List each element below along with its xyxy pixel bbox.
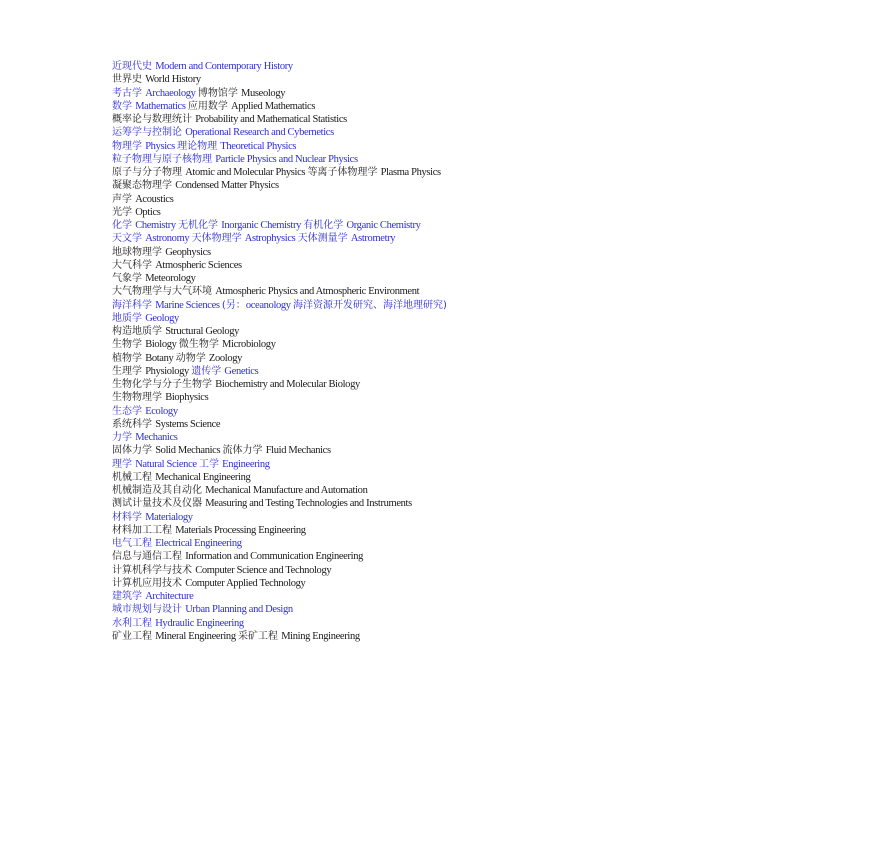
chinese-term: 地质学 [112,312,146,324]
english-term: Structural Geology [165,326,240,337]
english-term: Solid Mechanics [155,445,223,457]
chinese-term: 粒子物理与原子核物理 [112,153,216,165]
english-term: Operational Research and Cybernetics [185,127,334,139]
chinese-term: 原子与分子物理 [112,167,186,178]
chinese-term: 材料加工工程 [112,524,176,536]
english-term: Microbiology [222,339,276,351]
english-term: Optics [135,206,161,218]
chinese-term: 矿业工程 [112,630,156,642]
chinese-term: 材料学 [112,511,146,523]
glossary-line [112,299,852,312]
english-term: Architecture [145,591,194,602]
chinese-term: 天体物理学 [191,233,245,245]
chinese-term: 计算机应用技术 [112,577,186,589]
chinese-term: 机械工程 [112,471,156,483]
english-term: Mechanical Manufacture and Automation [205,485,368,496]
english-term: Hydraulic Engineering [155,617,244,629]
glossary-line [112,126,852,139]
glossary-line [112,564,852,577]
glossary-line [112,458,852,471]
glossary-line [112,497,852,510]
glossary-line [112,444,852,457]
english-term: Plasma Physics [380,167,441,178]
english-term: Organic Chemistry [346,220,421,231]
chinese-term: 微生物学 [178,339,223,351]
glossary-line [112,391,852,404]
english-term: Biophysics [165,392,209,404]
glossary-line [112,246,852,259]
chinese-term: 生物物理学 [112,392,166,404]
chinese-term: 凝聚态物理学 [112,180,176,192]
chinese-term: 采矿工程 [238,630,282,642]
english-term: Botany [145,352,176,364]
glossary-line [112,617,852,630]
english-term: Atomic and Molecular Physics [185,167,308,178]
chinese-term: 生物学 [112,339,146,351]
english-term: Atmospheric Physics and Atmospheric Environment [215,286,420,298]
english-term: Measuring and Testing Technologies and Instruments [205,498,412,510]
chinese-term: 动物学 [175,352,209,364]
english-term: Computer Science and Technology [195,564,332,576]
glossary-line [112,259,852,272]
glossary-line [112,405,852,418]
chinese-term: 理论物理 [177,140,221,152]
glossary-line [112,60,852,73]
chinese-term: 固体力学 [112,445,156,457]
english-term: Mining Engineering [281,630,360,642]
glossary-line [112,219,852,232]
chinese-term: 信息与通信工程 [112,551,186,563]
glossary-line [112,630,852,643]
chinese-term: 无机化学 [178,220,222,231]
english-term: Electrical Engineering [155,538,242,549]
chinese-term: 声学 [112,193,136,205]
glossary-line [112,232,852,245]
english-term: Particle Physics and Nuclear Physics [215,153,358,165]
chinese-term: 植物学 [112,352,146,364]
english-term: Geophysics [165,246,211,258]
glossary-line [112,166,852,179]
chinese-term: 建筑学 [112,591,146,602]
glossary-line [112,312,852,325]
chinese-term: 城市规划与设计 [112,604,186,616]
english-term: Engineering [222,458,270,470]
english-term: Astrophysics [244,233,298,245]
chinese-term: 数学 [112,100,136,112]
glossary-line [112,140,852,153]
english-term: Urban Planning and Design [185,604,293,616]
chinese-term: 海洋资源开发研究、海洋地理研究) [293,299,447,311]
english-term: Museology [241,87,286,99]
english-term: Mathematics [135,100,188,112]
english-term: Astrometry [350,233,396,245]
english-term: Geology [145,312,179,324]
glossary-line [112,378,852,391]
glossary-line [112,511,852,524]
glossary-line [112,603,852,616]
english-term: Materialogy [145,511,193,523]
glossary-line [112,550,852,563]
english-term: Astronomy [145,233,192,245]
chinese-term: 力学 [112,432,136,443]
english-term: Genetics [224,365,259,377]
glossary-line [112,285,852,298]
english-term: Materials Processing Engineering [175,524,306,536]
english-term: Mineral Engineering [155,630,238,642]
glossary-line [112,537,852,550]
glossary-line [112,100,852,113]
chinese-term: 天体测量学 [297,233,351,245]
glossary-line [112,418,852,431]
english-term: World History [145,74,201,86]
chinese-term: 理学 [112,458,136,470]
chinese-term: 等离子体物理学 [307,167,381,178]
chinese-term: 构造地质学 [112,326,166,337]
english-term: Physics [145,140,178,152]
english-term: Meteorology [145,273,196,284]
chinese-term: 有机化学 [303,220,347,231]
chinese-term: 生理学 [112,365,146,377]
glossary-line [112,113,852,126]
english-term: oceanology [245,299,293,311]
english-term: Fluid Mechanics [265,445,331,457]
chinese-term: 水利工程 [112,617,156,629]
chinese-term: 运筹学与控制论 [112,127,186,139]
glossary-line [112,352,852,365]
chinese-term: 工学 [198,458,223,470]
glossary-line [112,153,852,166]
english-term: Inorganic Chemistry [221,220,304,231]
english-term: Applied Mathematics [231,100,316,112]
chinese-term: 地球物理学 [112,246,166,258]
chinese-term: 生态学 [112,405,146,417]
chinese-term: 电气工程 [112,538,156,549]
chinese-term: 天文学 [112,233,146,245]
english-term: Computer Applied Technology [185,577,306,589]
glossary-line [112,577,852,590]
glossary-page [112,60,852,643]
english-term: Probability and Mathematical Statistics [195,114,347,125]
chinese-term: (另： [221,299,246,311]
chinese-term: 气象学 [112,273,146,284]
glossary-line [112,431,852,444]
glossary-line [112,206,852,219]
chinese-term: 光学 [112,206,136,218]
chinese-term: 博物馆学 [197,87,242,99]
chinese-term: 物理学 [112,140,146,152]
english-term: Archaeology [145,87,198,99]
english-term: Biochemistry and Molecular Biology [215,379,360,390]
chinese-term: 计算机科学与技术 [112,564,196,576]
english-term: Zoology [208,352,243,364]
chinese-term: 世界史 [112,74,146,86]
glossary-line [112,87,852,100]
chinese-term: 近现代史 [112,61,156,72]
english-term: Modern and Contemporary History [155,61,293,72]
glossary-line [112,272,852,285]
english-term: Physiology [145,365,192,377]
english-term: Systems Science [155,418,221,430]
glossary-line [112,338,852,351]
english-term: Theoretical Physics [220,140,297,152]
chinese-term: 海洋科学 [112,299,156,311]
chinese-term: 系统科学 [112,418,156,430]
english-term: Condensed Matter Physics [175,180,279,192]
english-term: Mechanics [135,432,178,443]
english-term: Mechanical Engineering [155,471,251,483]
english-term: Ecology [145,405,178,417]
chinese-term: 化学 [112,220,136,231]
english-term: Chemistry [135,220,179,231]
chinese-term: 应用数学 [187,100,232,112]
glossary-line [112,524,852,537]
chinese-term: 遗传学 [191,365,225,377]
chinese-term: 测试计量技术及仪器 [112,498,206,510]
glossary-line [112,73,852,86]
chinese-term: 流体力学 [222,445,266,457]
chinese-term: 机械制造及其自动化 [112,485,206,496]
english-term: Atmospheric Sciences [155,259,242,271]
chinese-term: 概率论与数理统计 [112,114,196,125]
english-term: Information and Communication Engineering [185,551,364,563]
glossary-line [112,193,852,206]
chinese-term: 大气物理学与大气环境 [112,286,216,298]
chinese-term: 考古学 [112,87,146,99]
glossary-line [112,590,852,603]
english-term: Acoustics [135,193,174,205]
glossary-line [112,325,852,338]
english-term: Biology [145,339,179,351]
chinese-term: 生物化学与分子生物学 [112,379,216,390]
glossary-line [112,471,852,484]
glossary-line [112,179,852,192]
english-term: Marine Sciences [155,299,222,311]
chinese-term: 大气科学 [112,259,156,271]
english-term: Natural Science [135,458,199,470]
glossary-line [112,365,852,378]
glossary-line [112,484,852,497]
